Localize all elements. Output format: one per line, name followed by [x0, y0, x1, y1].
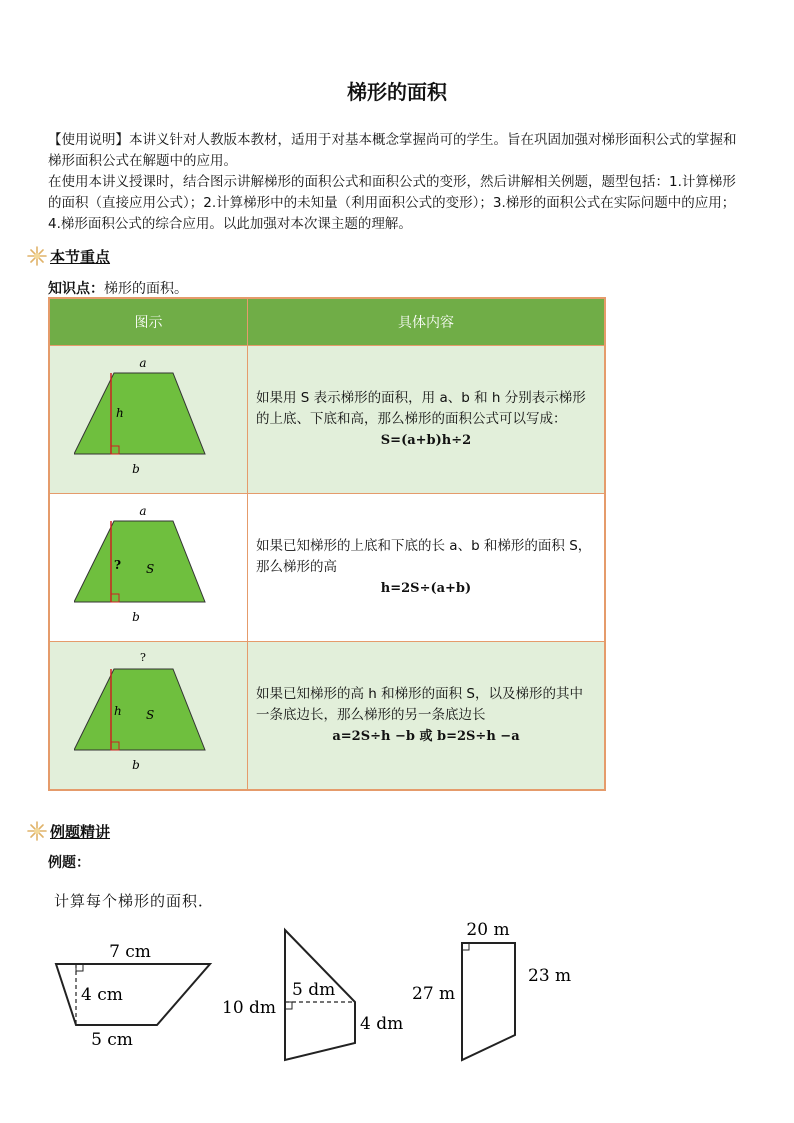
section-heading-examples: [26, 820, 110, 842]
label-right: 4 dm: [360, 1014, 404, 1034]
example-question: 计算每个梯形的面积．: [54, 892, 215, 910]
label-area: S: [145, 708, 154, 722]
label-height: h: [113, 704, 122, 718]
content-text: 如果已知梯形的高 h 和梯形的面积 S，以及梯形的其中一条底边长，那么梯形的另一条底边长: [256, 686, 583, 723]
content-text: 如果已知梯形的上底和下底的长 a、b 和梯形的面积 S，那么梯形的高: [256, 538, 592, 575]
section-title: 本节重点: [50, 247, 111, 266]
table-header-row: [49, 298, 605, 346]
example-trapezoid-3: [412, 920, 571, 1060]
trapezoid-diagram: [74, 355, 224, 480]
label-height: h: [115, 406, 124, 420]
label-right: 23 m: [528, 966, 572, 986]
label-left: 10 dm: [222, 998, 277, 1018]
content-text: 如果用 S 表示梯形的面积，用 a、b 和 h 分别表示梯形的上底、下底和高，那么梯形的面积公式可以写成：: [256, 390, 586, 427]
trapezoid-figure-cell: [49, 494, 248, 642]
intro-line-2: 在使用本讲义授课时，结合图示讲解梯形的面积公式和面积公式的变形，然后讲解相关例题，题型包括：1.计算梯形的面积（直接应用公式）；2.计算梯形中的未知量（利用面积公式的变形）；3.梯形的面积公式在实际问题中的应用；4.梯形面积公式的综合应用。以此加强对本次课主题的理解。: [48, 174, 736, 232]
sparkle-icon: [26, 820, 48, 842]
label-top: ?: [139, 651, 146, 664]
table-row: [49, 642, 605, 791]
knowledge-value: 梯形的面积。: [104, 281, 188, 297]
label-bottom: b: [131, 462, 140, 476]
content-cell: [248, 494, 606, 642]
usage-notes: [48, 130, 748, 235]
label-bottom: b: [131, 758, 140, 772]
label-bottom: 5 cm: [91, 1030, 133, 1050]
sparkle-icon: [26, 245, 48, 267]
table-row: [49, 494, 605, 642]
table-header-figure: 图示: [49, 298, 248, 346]
content-cell: [248, 642, 606, 791]
label-left: 27 m: [412, 984, 456, 1004]
label-top: 7 cm: [109, 942, 151, 962]
label-height: ?: [113, 558, 121, 572]
label-height: 4 cm: [81, 985, 123, 1005]
label-top: a: [138, 356, 147, 370]
table-header-content: 具体内容: [248, 298, 606, 346]
example-trapezoid-2: [222, 930, 403, 1060]
example-trapezoid-1: [56, 942, 210, 1050]
content-cell: [248, 346, 606, 494]
trapezoid-figure-cell: [49, 642, 248, 791]
section-title: 例题精讲: [50, 822, 111, 841]
knowledge-label: 知识点：: [48, 281, 104, 297]
label-height: 5 dm: [292, 980, 336, 1000]
example-label: 例题：: [48, 855, 90, 871]
formula: a=2S÷h −b 或 b=2S÷h −a: [332, 729, 520, 744]
section-heading-key-points: [26, 245, 110, 267]
formula: S=(a+b)h÷2: [380, 433, 472, 448]
label-bottom: b: [131, 610, 140, 624]
label-top: 20 m: [466, 920, 510, 940]
knowledge-table: [48, 297, 606, 791]
label-area: S: [145, 562, 154, 576]
trapezoid-diagram: [74, 503, 224, 628]
label-top: a: [138, 504, 147, 518]
formula: h=2S÷(a+b): [380, 581, 472, 596]
table-row: [49, 346, 605, 494]
intro-line-1: 【使用说明】本讲义针对人教版本教材，适用于对基本概念掌握尚可的学生。旨在巩固加强对梯形面积公式的掌握和梯形面积公式在解题中的应用。: [48, 132, 737, 169]
page-title: 梯形的面积: [347, 80, 447, 104]
trapezoid-figure-cell: [49, 346, 248, 494]
knowledge-point: [48, 278, 188, 298]
trapezoid-diagram: [74, 651, 224, 776]
example-figures: [40, 915, 600, 1075]
